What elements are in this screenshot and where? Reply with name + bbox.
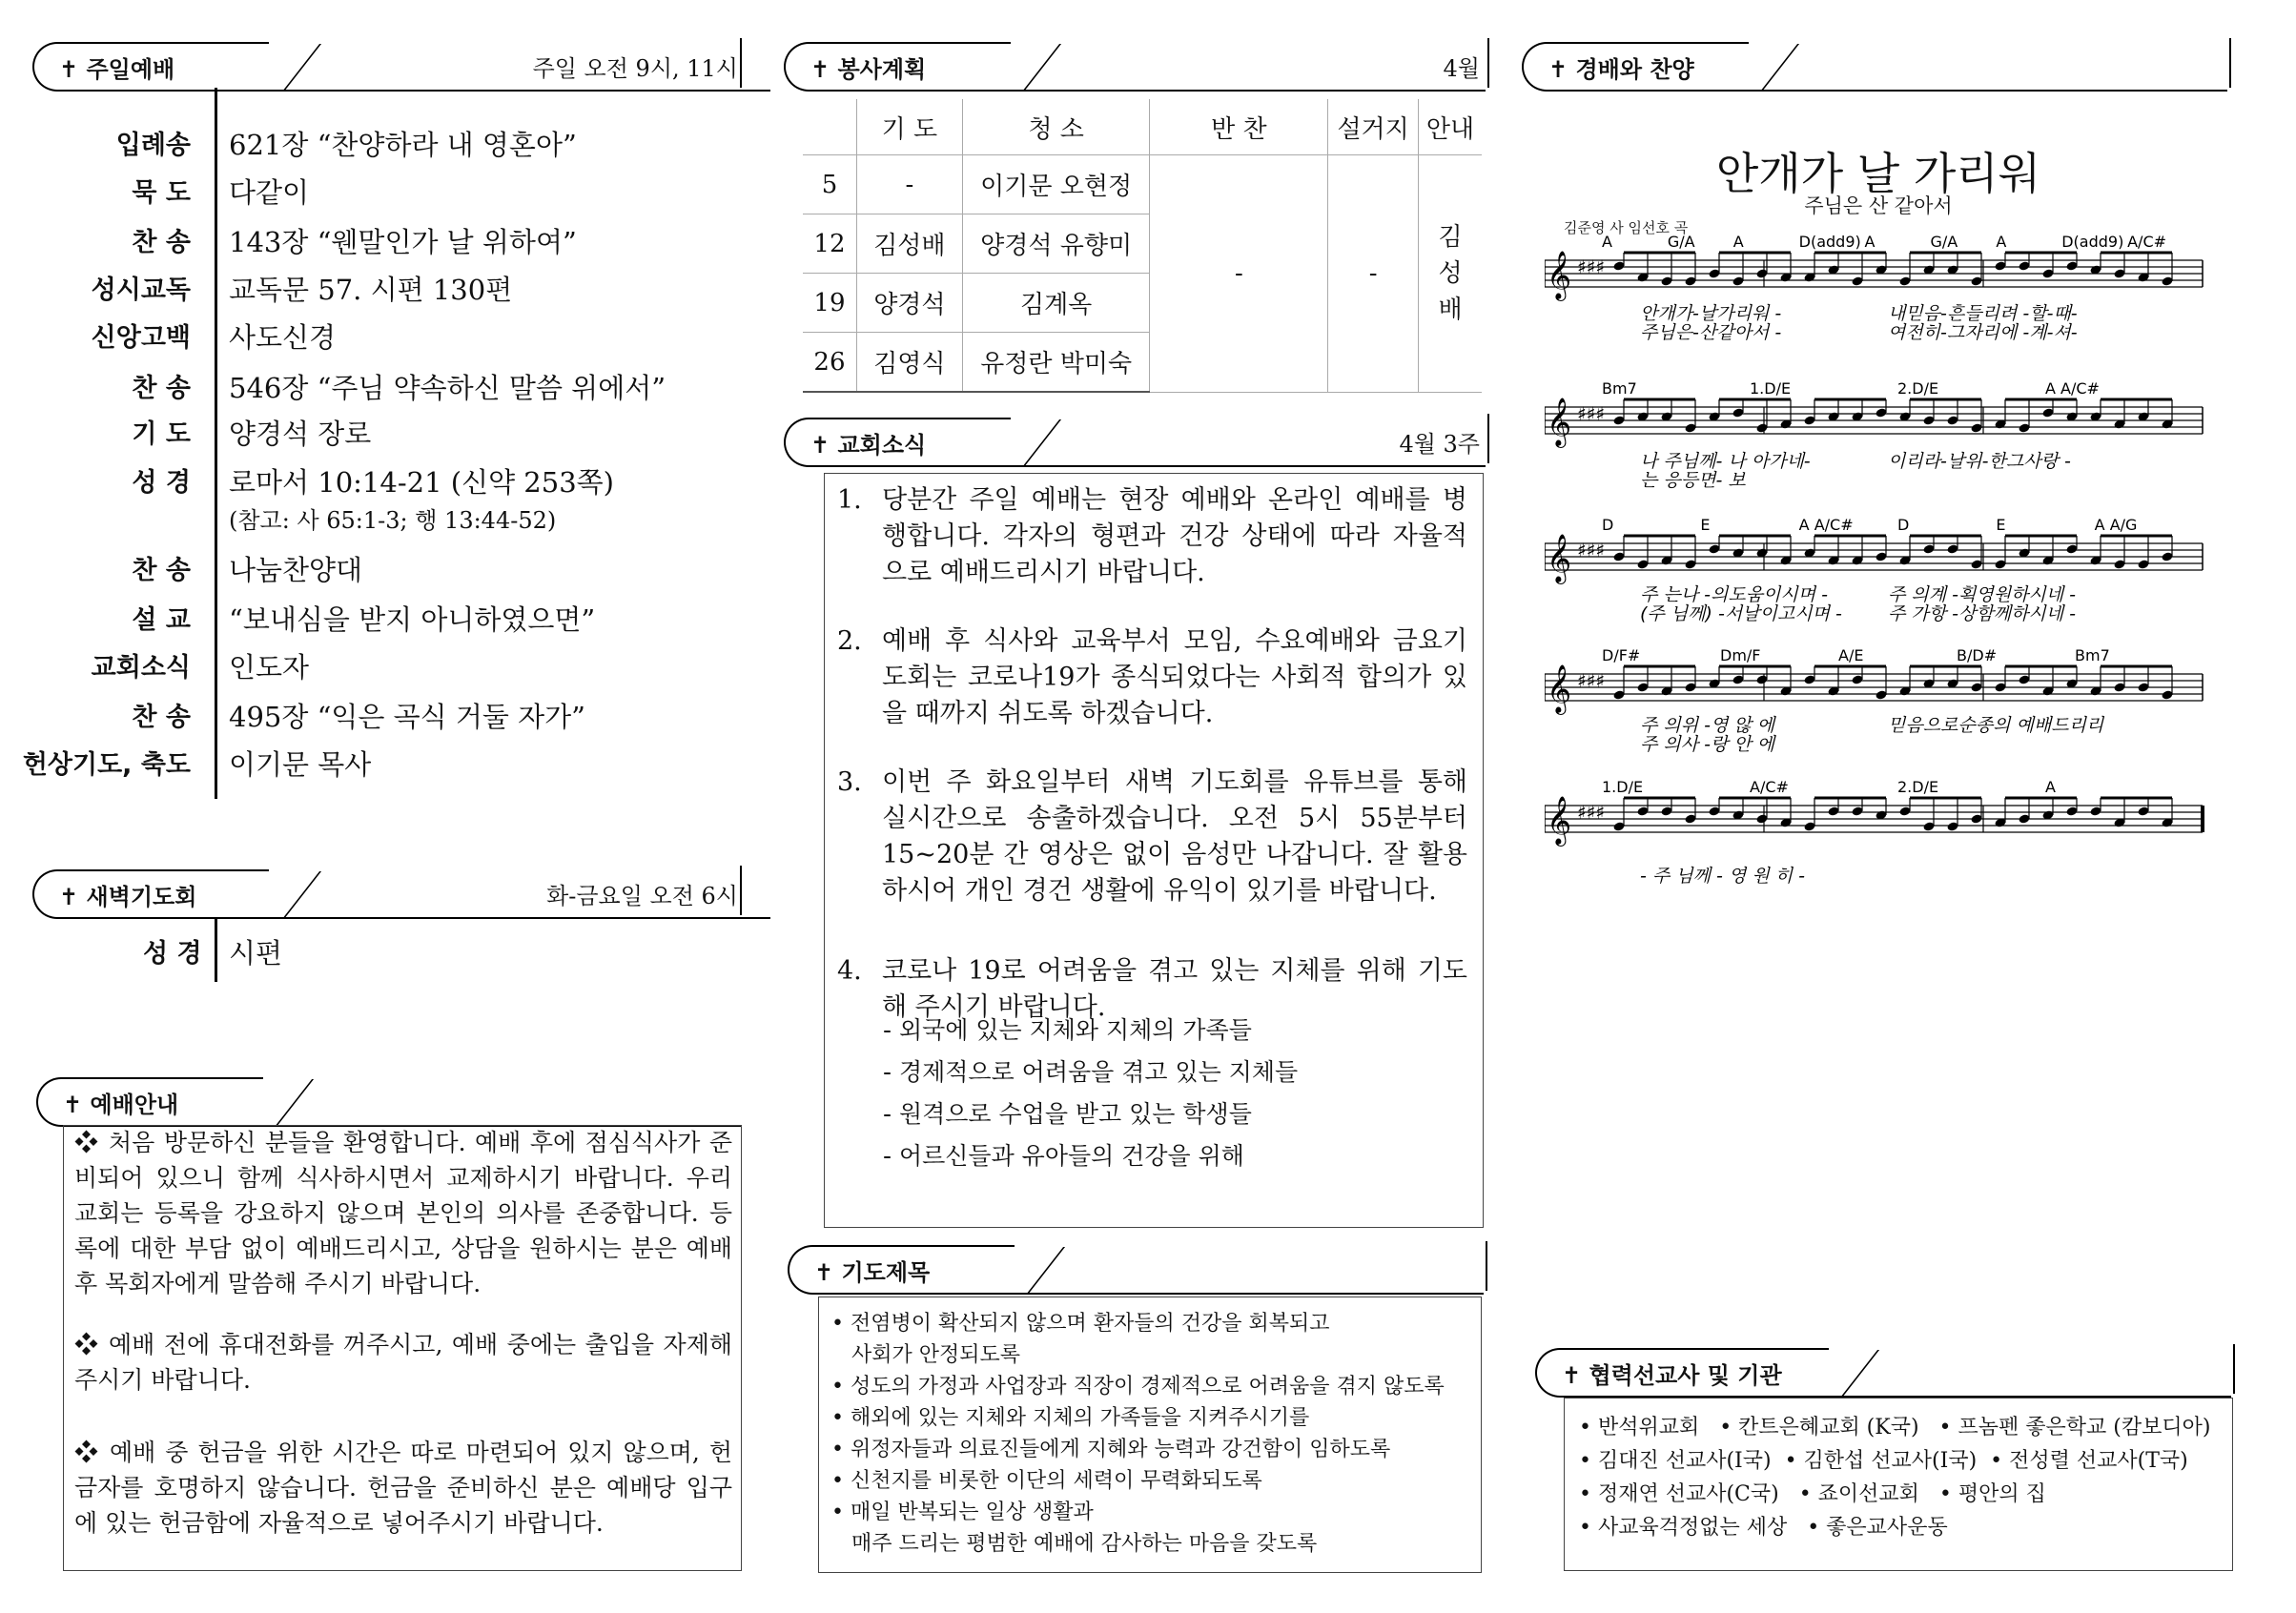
order-label: 기 도 [132,419,191,449]
guide-phone: ❖ 예배 전에 휴대전화를 꺼주시고, 예배 중에는 출입을 자제해 주시기 바랍니다. [74,1331,732,1394]
chord-symbol: 2.D/E [1897,379,1939,398]
chord-symbol: D(add9) [1798,234,1861,251]
service-month: 4월 [1443,55,1480,82]
lyric-line: 주 가항 -상함께하시네 - [1888,603,2077,624]
prayer-item: • 성도의 가정과 사업장과 직장이 경제적으로 어려움을 겪지 않도록 [831,1375,1445,1399]
key-signature-icon: ♯♯♯ [1577,539,1606,561]
prayer-item: • 해외에 있는 지체와 지체의 가족들을 지켜주시기를 [831,1406,1310,1430]
chord-symbol: A/C# [2127,234,2167,251]
lyric-line: 나 주님께- 나 아가네- [1640,451,1811,472]
chord-symbol: Bm7 [2075,646,2110,664]
news-subitem: - 외국에 있는 지체와 지체의 가족들 [883,1016,1252,1044]
chord-symbol: A [2045,778,2056,796]
chord-symbol: D/F# [1602,646,1641,664]
lyric-line: 주 는나 -의도움이시며 - [1640,584,1829,605]
order-item [0,599,725,644]
chord-symbol: A [1996,234,2007,251]
news-subitem: - 원격으로 수업을 받고 있는 학생들 [883,1100,1252,1128]
news-line: 이번 주 화요일부터 새벽 기도회를 유튜브를 통해 [882,767,1467,797]
order-label: 헌상기도, 축도 [22,750,191,780]
chord-symbol: Dm/F [1720,646,1761,664]
news-number: 3. [837,767,862,797]
order-label: 성 경 [132,468,191,498]
order-value: 나눔찬양대 [229,554,363,586]
order-item [0,501,725,547]
section-header [36,1077,742,1127]
col-header: 반 찬 [1150,99,1328,155]
news-line: 을 때까지 쉬도록 하겠습니다. [882,699,1214,728]
prayer-item: 매주 드리는 평범한 예배에 감사하는 마음을 갖도록 [831,1532,1318,1556]
chord-symbol: A A/G [2094,516,2138,534]
chord-symbol: 2.D/E [1897,778,1939,796]
table-row: 5 - 이기문 오현정 - - 김 성 배 [803,155,1482,214]
chord-symbol: A [1602,234,1612,251]
chord-symbol: A/C# [1750,778,1789,796]
section-title: ✝ 봉사계획 [784,42,1011,92]
order-value: 교독문 57. 시편 130편 [229,274,513,306]
key-signature-icon: ♯♯♯ [1577,402,1606,425]
news-line: 행합니다. 각자의 형편과 건강 상태에 따라 자율적 [882,521,1467,551]
news-number: 4. [837,956,862,986]
lyric-line: 이리라-날위-한그사랑 - [1888,451,2071,472]
news-line: 해 주시기 바랍니다. [882,992,1106,1022]
order-value: 인도자 [229,651,310,684]
order-label: 묵 도 [132,178,191,208]
dawn-time: 화-금요일 오전 6시 [546,883,738,909]
order-label: 입례송 [115,131,191,160]
lyric-line: 주 의사 -랑 안 에 [1640,734,1775,755]
treble-clef-icon: 𝄞 [1547,534,1572,582]
lyric-line: 내믿음-흔들리려 -할-때- [1888,303,2078,324]
news-line: 실시간으로 송출하겠습니다. 오전 5시 55분부터 [882,804,1467,833]
prayer-item: • 매일 반복되는 일상 생활과 [831,1501,1094,1524]
order-value: 495장 “익은 곡식 거둘 자가” [229,701,586,733]
chord-symbol: E [1996,516,2006,534]
order-item [0,124,725,170]
lyric-line: 는 응등면- 보 [1640,470,1746,491]
section-header [1522,42,2227,92]
order-item [0,646,725,692]
section-title: ✝ 주일예배 [32,42,269,92]
section-title: ✝ 새벽기도회 [32,869,269,919]
lyric-line: 주 의계 -획영원하시네 - [1888,584,2077,605]
news-line: 도회는 코로나19가 종식되었다는 사회적 합의가 있 [882,663,1467,692]
chord-symbol: A A/C# [1798,516,1854,534]
order-label: 찬 송 [132,228,191,257]
news-subitem: - 경제적으로 어려움을 겪고 있는 지체들 [883,1058,1299,1086]
guide-cell: 김 성 배 [1419,155,1482,393]
section-header [784,42,1486,92]
worship-time: 주일 오전 9시, 11시 [532,55,738,82]
news-number: 2. [837,626,862,656]
chord-symbol: A A/C# [2045,379,2100,398]
order-label: 성시교독 [91,276,191,305]
table-row: 19 양경석 김계옥 [803,274,1482,333]
order-value: 546장 “주님 약속하신 말씀 위에서” [229,372,666,404]
chord-symbol: D(add9) [2061,234,2124,251]
section-header [32,42,738,92]
chord-symbol: B/D# [1957,646,1998,664]
treble-clef-icon: 𝄞 [1547,251,1572,299]
col-header: 안내 [1419,99,1482,155]
dawn-value: 시편 [229,937,283,970]
news-line: 코로나 19로 어려움을 겪고 있는 지체를 위해 기도 [882,956,1467,986]
order-label: 교회소식 [91,653,191,683]
order-item [0,549,725,595]
treble-clef-icon: 𝄞 [1547,796,1572,845]
col-header: 기 도 [856,99,962,155]
section-header [32,869,738,919]
order-value: (참고: 사 65:1-3; 행 13:44-52) [229,507,557,534]
section-header [784,418,1486,467]
section-title: ✝ 협력선교사 및 기관 [1535,1348,1829,1398]
news-line: 예배 후 식사와 교육부서 모임, 수요예배와 금요기 [882,626,1467,656]
dish-cell: - [1328,155,1419,393]
guide-welcome: ❖ 처음 방문하신 분들을 환영합니다. 예배 후에 점심식사가 준비되어 있으니 함께 식사하시면서 교제하시기 바랍니다. 우리 교회는 등록을 강요하지 않으며 본인의 의사를 존중합니다. 등록에 대한 부담 없이 예배드리시고, 상담을 원하시는 분은 예배 후 목회자에게 말씀해 주시기 바랍니다. [74,1129,732,1297]
lyric-line: 주 의위 -영 않 에 [1640,715,1775,736]
news-line: 당분간 주일 예배는 현장 예배와 온라인 예배를 병 [882,485,1467,515]
news-line: 15~20분 간 영상은 없이 음성만 나갑니다. 잘 활용 [882,840,1467,869]
chord-symbol: D [1602,516,1614,534]
section-header [788,1245,1484,1295]
order-label: 설 교 [132,605,191,635]
lyric-line: 주님은-산같아서 - [1640,322,1782,343]
order-label: 찬 송 [132,703,191,732]
song-credit: 김준영 사 임선호 곡 [1564,219,1689,236]
prayer-list [831,1308,1470,1560]
staff [1545,251,2203,301]
key-signature-icon: ♯♯♯ [1577,669,1606,692]
order-item [0,413,725,459]
service-table [803,99,1482,393]
chord-symbol: G/A [1667,234,1695,251]
staff [1545,398,2203,448]
key-signature-icon: ♯♯♯ [1577,255,1606,278]
section-title: ✝ 예배안내 [36,1077,263,1127]
section-title: ✝ 경배와 찬양 [1522,42,1749,92]
news-line: 하시어 개인 경건 생활에 유익이 있기를 바랍니다. [882,876,1437,906]
lyric-line: 믿음으로순종의 예배드리리 [1888,715,2104,736]
chord-symbol: Bm7 [1602,379,1637,398]
section-title: ✝ 교회소식 [784,418,1011,467]
lyric-line: (주 님께) -서날이고시며 - [1640,603,1842,624]
order-item [0,744,725,789]
treble-clef-icon: 𝄞 [1547,664,1572,713]
treble-clef-icon: 𝄞 [1547,398,1572,446]
order-value: 143장 “웬말인가 날 위하여” [229,226,577,258]
prayer-item: • 위정자들과 의료진들에게 지혜와 능력과 강건함이 임하도록 [831,1438,1391,1461]
order-item [0,367,725,413]
chord-symbol: 1.D/E [1602,778,1644,796]
staff [1545,664,2203,715]
chord-symbol: A/E [1838,646,1864,664]
chord-symbol: A [1732,234,1744,251]
chord-symbol: D [1897,516,1910,534]
chord-symbol: G/A [1930,234,1958,251]
key-signature-icon: ♯♯♯ [1577,801,1606,824]
chord-symbol: 1.D/E [1750,379,1792,398]
table-row: 26 김영식 유정란 박미숙 [803,333,1482,393]
chord-symbol: A [1864,234,1876,251]
order-item [0,221,725,267]
song-subtitle: 주님은 산 같아서 [1804,194,1953,217]
lyric-line: 여전히-그자리에 -계-셔- [1888,322,2078,343]
lyric-line: 안개가-날가리워 - [1640,303,1782,324]
order-value: 다같이 [229,176,310,209]
order-value: 양경석 장로 [229,418,372,450]
col-header: 청 소 [962,99,1150,155]
order-item [0,172,725,217]
score-svg [1545,234,2212,920]
section-header [1535,1348,2231,1398]
order-label: 신앙고백 [91,323,191,353]
news-week: 4월 3주 [1399,431,1480,458]
news-subitem: - 어르신들과 유아들의 건강을 위해 [883,1142,1244,1170]
lyric-line: - 주 님께 - 영 원 히 - [1640,866,1805,887]
mission-line: • 김대진 선교사(I국) • 김한섭 선교사(I국) • 전성렬 선교사(T국) [1579,1449,2188,1473]
mission-line: • 사교육걱정없는 세상 • 좋은교사운동 [1579,1516,1948,1540]
song-title: 안개가 날 가리워 [1715,148,2041,199]
guide-offering: ❖ 예배 중 헌금을 위한 시간은 따로 마련되어 있지 않으며, 헌금자를 호명하지 않습니다. 헌금을 준비하신 분은 예배당 입구에 있는 헌금함에 자율적으로 넣어주시기 바랍니다. [74,1439,732,1537]
side-dish-cell: - [1150,155,1328,393]
prayer-item: 사회가 안정되도록 [831,1343,1020,1367]
prayer-item: • 전염병이 확산되지 않으며 환자들의 건강을 회복되고 [831,1312,1330,1336]
order-value: 사도신경 [229,321,337,354]
missions-list [1579,1411,2210,1544]
staff [1545,534,2203,584]
order-item [0,696,725,742]
news-number: 1. [837,485,862,515]
order-value: 이기문 목사 [229,748,372,781]
news-line: 으로 예배드리시기 바랍니다. [882,558,1205,587]
order-value: 로마서 10:14-21 (신약 253쪽) [229,466,614,499]
order-label: 찬 송 [132,556,191,585]
dawn-label: 성 경 [143,939,202,969]
section-title: ✝ 기도제목 [788,1245,1015,1295]
order-item [0,316,725,362]
order-value: “보내심을 받지 아니하였으면” [229,603,596,636]
prayer-item: • 신천지를 비롯한 이단의 세력이 무력화되도록 [831,1469,1262,1493]
order-value: 621장 “찬양하라 내 영혼아” [229,129,577,161]
order-item [0,269,725,315]
mission-line: • 반석위교회 • 칸트은혜교회 (K국) • 프놈펜 좋은학교 (캄보디아) [1579,1416,2211,1439]
col-header: 설거지 [1328,99,1419,155]
mission-line: • 정재연 선교사(C국) • 죠이선교회 • 평안의 집 [1579,1482,2046,1506]
order-item [0,461,725,507]
table-row: 12 김성배 양경석 유향미 [803,214,1482,274]
staff [1545,796,2203,847]
chord-symbol: E [1700,516,1711,534]
order-label: 찬 송 [132,374,191,403]
